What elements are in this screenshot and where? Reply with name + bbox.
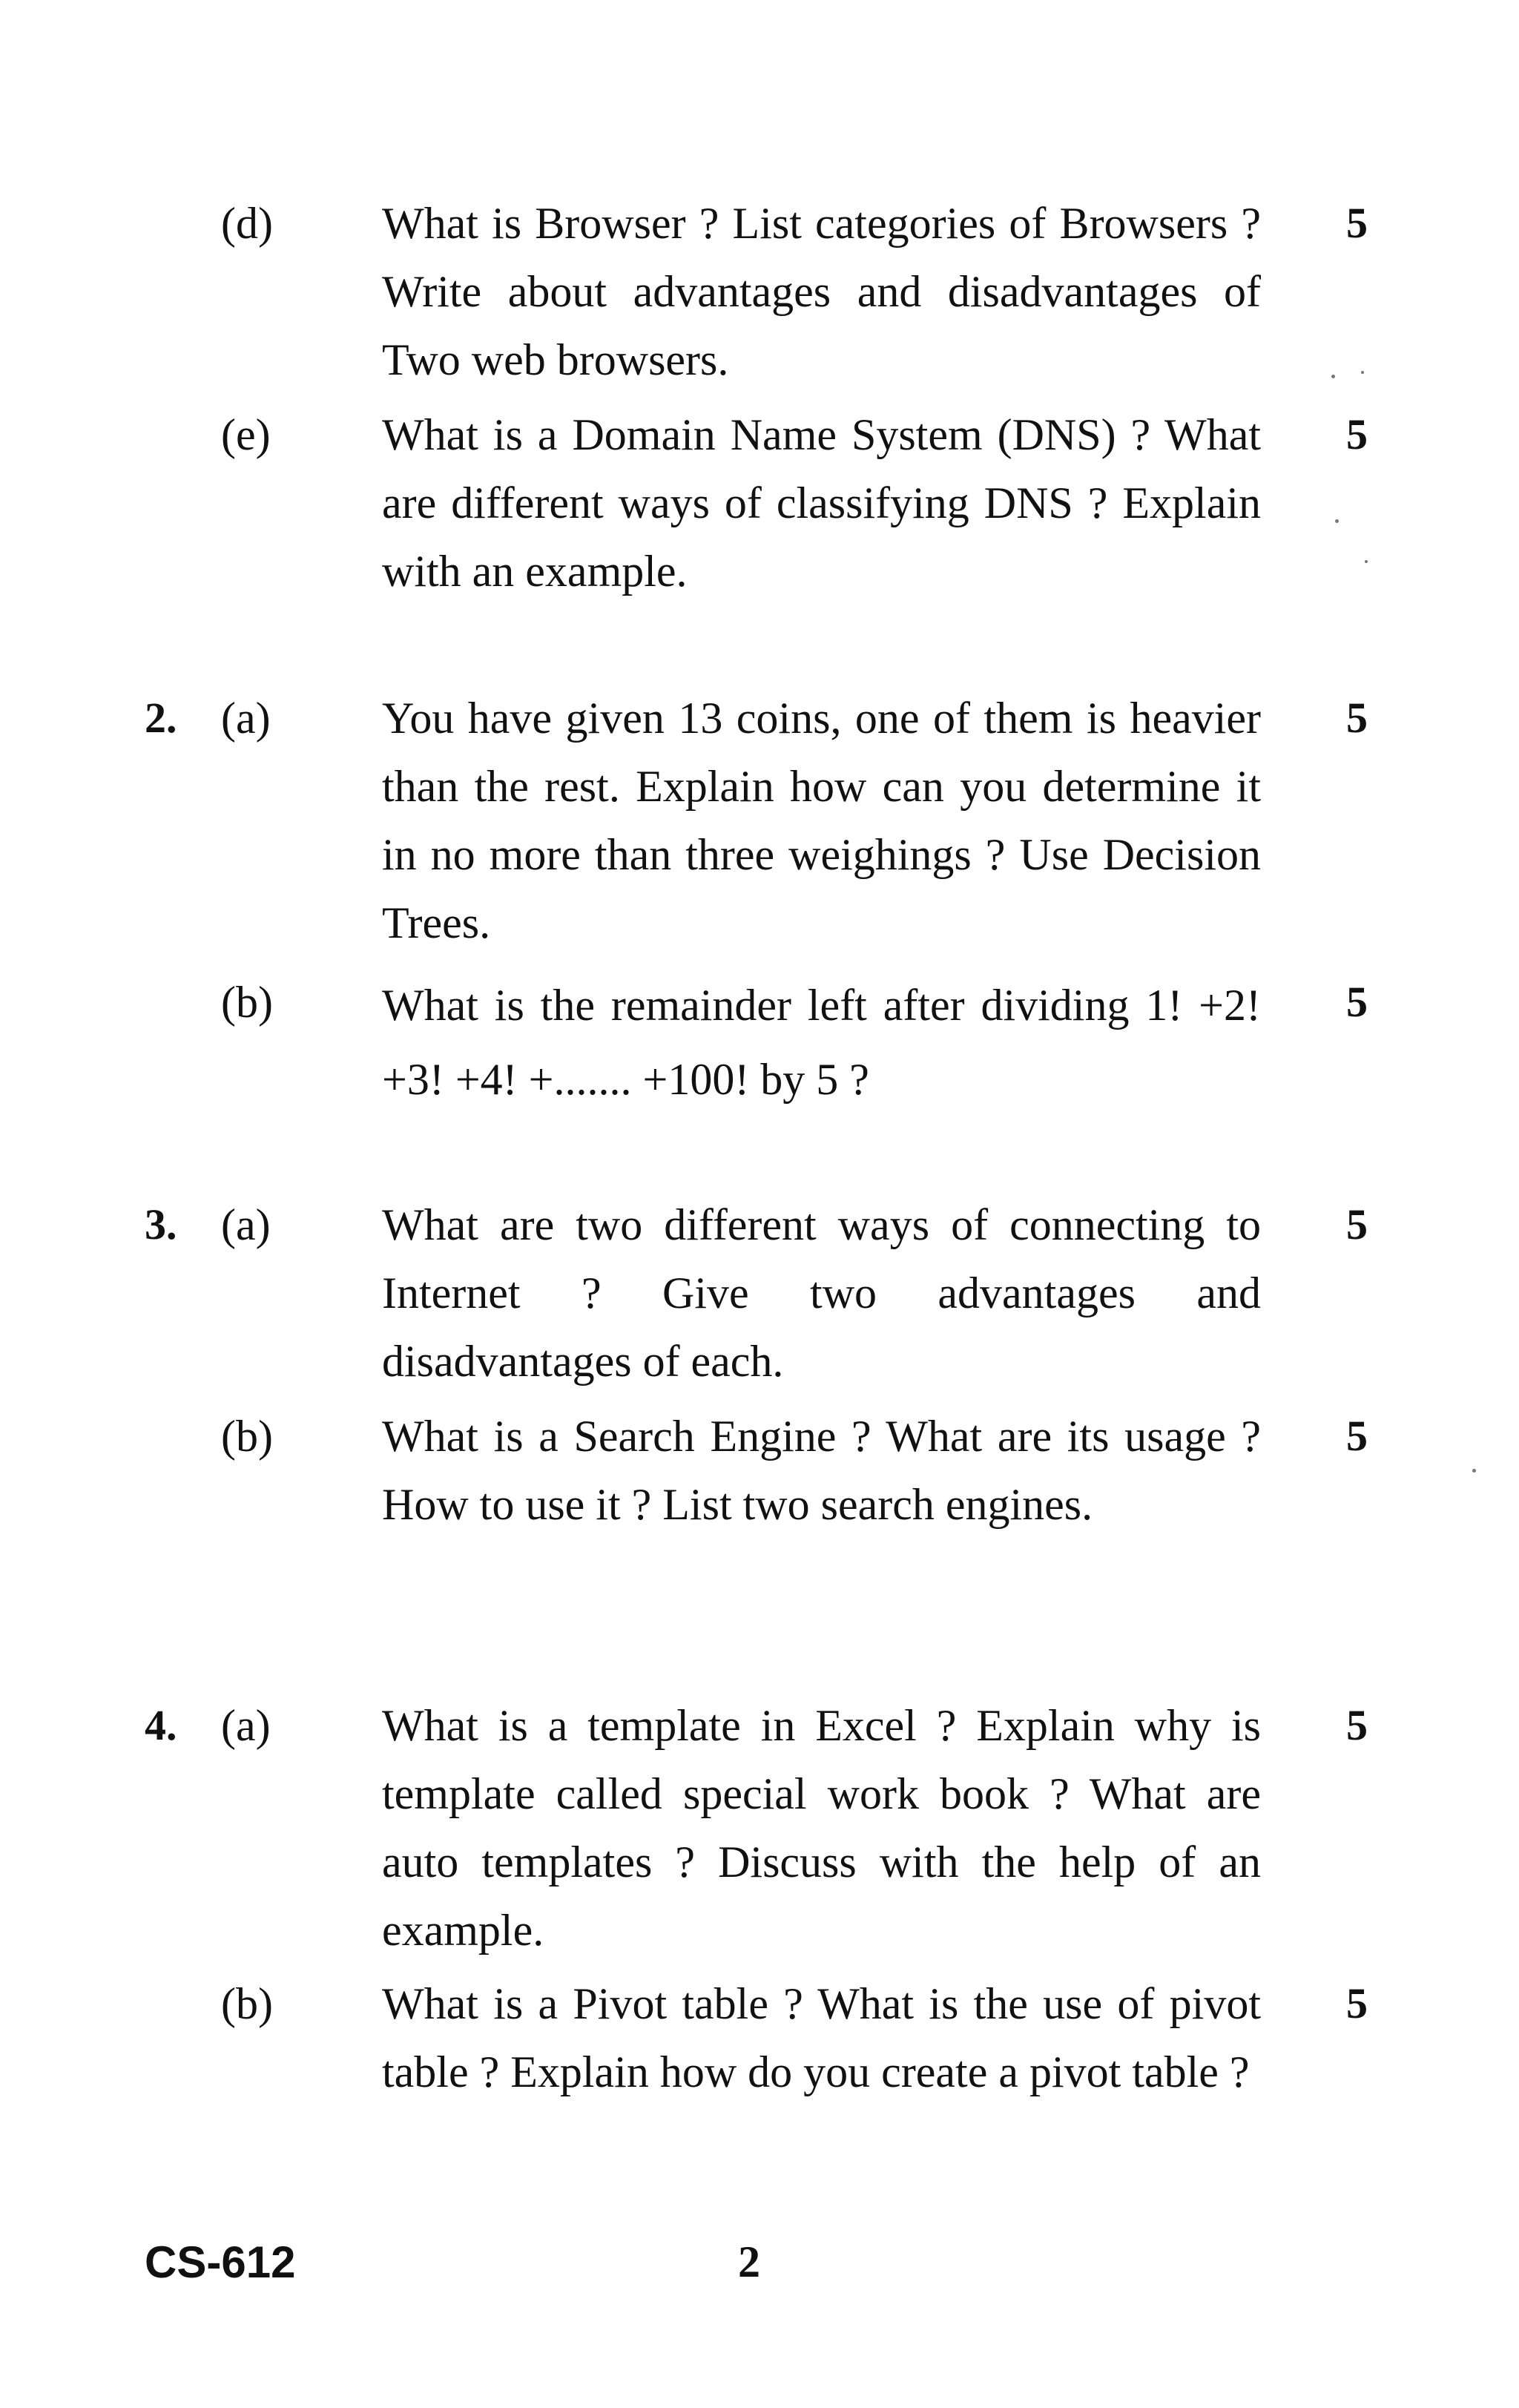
- marks: 5: [1346, 199, 1368, 247]
- marks: 5: [1346, 410, 1368, 458]
- part-text: What is the remainder left after dividing 1! +2! +3! +4! +....... +100! by 5 ?: [382, 981, 1261, 1104]
- scan-speck: [1331, 375, 1335, 378]
- part-label: (b): [221, 978, 273, 1027]
- marks: 5: [1346, 1200, 1368, 1249]
- part-text: What is a Pivot table ? What is the use of pivot table ? Explain how do you create a pivot table ?: [382, 1979, 1261, 2096]
- course-code: CS-612: [145, 2237, 296, 2287]
- part-label: (b): [221, 1412, 273, 1461]
- scan-speck: [1472, 1469, 1476, 1473]
- question-number-4: 4.: [145, 1701, 177, 1749]
- question-number-2: 2.: [145, 694, 177, 742]
- part-label: (a): [221, 694, 271, 743]
- part-label: (a): [221, 1200, 271, 1249]
- part-text: What is a Domain Name System (DNS) ? What are different ways of classifying DNS ? Explain with an example.: [382, 410, 1261, 596]
- marks: 5: [1346, 1701, 1368, 1749]
- part-label: (b): [221, 1979, 273, 2028]
- part-text: What is Browser ? List categories of Browsers ? Write about advantages and disadvantages of Two web browsers.: [382, 199, 1261, 384]
- page-number: 2: [738, 2237, 760, 2286]
- question-number-3: 3.: [145, 1200, 177, 1249]
- scan-speck: [1361, 371, 1364, 374]
- scan-speck: [1365, 560, 1368, 563]
- marks: 5: [1346, 694, 1368, 742]
- marks: 5: [1346, 1412, 1368, 1460]
- part-label: (a): [221, 1701, 271, 1750]
- part-text: What is a template in Excel ? Explain why is template called special work book ? What are auto templates ? Discuss with the help of an example.: [382, 1701, 1261, 1955]
- part-label: (d): [221, 199, 273, 248]
- part-text: You have given 13 coins, one of them is heavier than the rest. Explain how can you determine it in no more than three weighings ? Use Decision Trees.: [382, 694, 1261, 947]
- marks: 5: [1346, 978, 1368, 1026]
- part-text: What is a Search Engine ? What are its usage ? How to use it ? List two search engines.: [382, 1412, 1261, 1529]
- marks: 5: [1346, 1979, 1368, 2027]
- part-label: (e): [221, 410, 271, 459]
- scan-speck: [1335, 519, 1339, 523]
- part-text: What are two different ways of connecting to Internet ? Give two advantages and disadvantages of each.: [382, 1200, 1261, 1386]
